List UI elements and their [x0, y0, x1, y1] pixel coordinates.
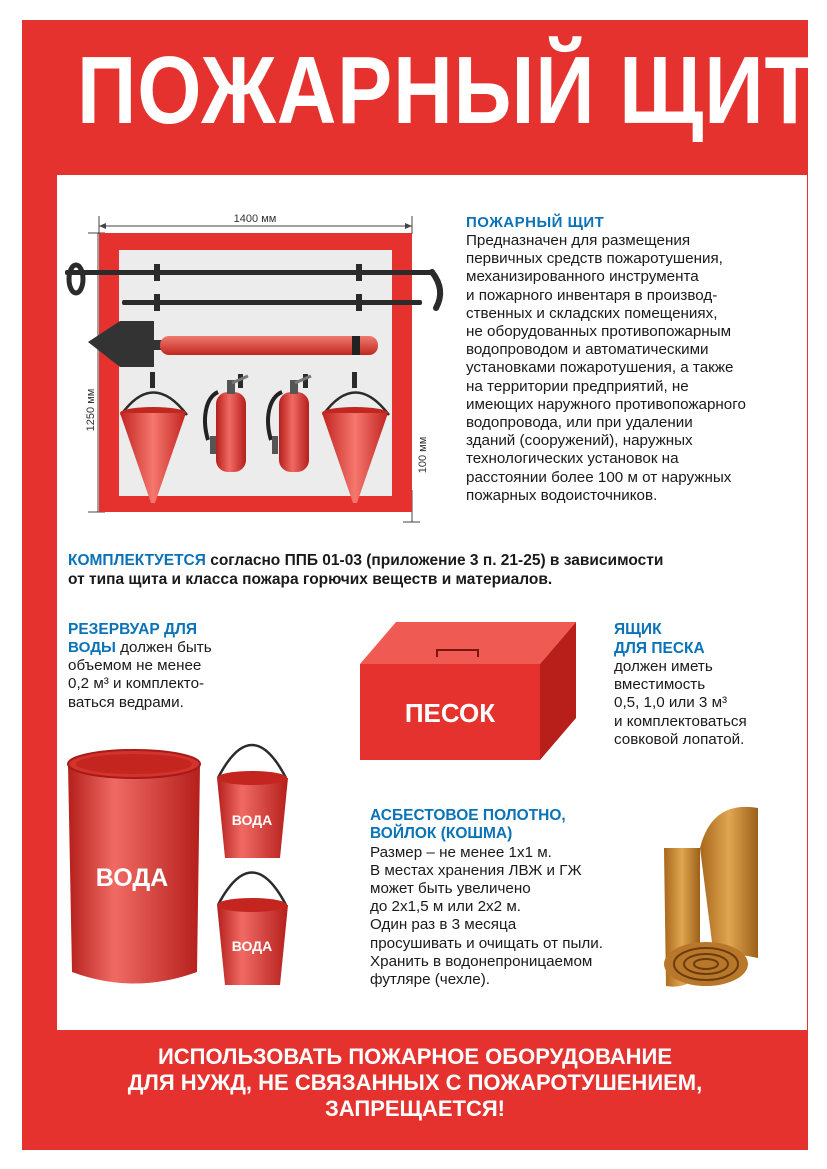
shield-description-line: расстоянии более 100 м от наружных: [466, 468, 732, 486]
reservoir-line-rest: должен быть: [115, 639, 212, 656]
shield-description-line: водопровода, или при удалении: [466, 414, 693, 432]
footer-warning: [22, 1044, 808, 1122]
sand-line: совковой лопатой.: [614, 730, 745, 748]
shield-heading: ПОЖАРНЫЙ ЩИТ: [466, 214, 605, 231]
sand-line: должен иметь: [614, 658, 713, 675]
kit-paragraph: [68, 551, 663, 589]
kit-line1: согласно ППБ 01-03 (приложение 3 п. 21-25) в зависимости: [205, 552, 664, 569]
blanket-roll-illustration: [655, 800, 775, 1000]
sand-heading-1: ЯЩИК: [614, 621, 662, 638]
shield-description-line: механизированного инструмента: [466, 268, 699, 286]
sand-heading-2: ДЛЯ ПЕСКА: [614, 640, 705, 657]
blanket-heading-1: АСБЕСТОВОЕ ПОЛОТНО,: [370, 807, 566, 824]
water-illustration: [60, 735, 300, 995]
dimension-height: 1250 мм: [85, 388, 97, 432]
fire-shield-illustration: [60, 205, 450, 535]
kit-line2: от типа щита и класса пожара горючих веществ и материалов.: [68, 571, 553, 588]
sand-section: [614, 621, 747, 749]
shield-description-line: Предназначен для размещения: [466, 232, 691, 249]
reservoir-line: ваться ведрами.: [68, 693, 184, 711]
sand-box-illustration: [355, 615, 585, 765]
footer-line: ЗАПРЕЩАЕТСЯ!: [325, 1096, 505, 1121]
reservoir-section: [68, 621, 212, 712]
reservoir-heading-1: РЕЗЕРВУАР ДЛЯ: [68, 621, 198, 638]
shield-description-line: установками пожаротушения, а также: [466, 359, 734, 377]
dimension-clearance: 100 мм: [417, 436, 429, 474]
footer-line: ИСПОЛЬЗОВАТЬ ПОЖАРНОЕ ОБОРУДОВАНИЕ: [157, 1044, 673, 1069]
sand-box-label: ПЕСОК: [404, 698, 496, 728]
blanket-line: до 2х1,5 м или 2х2 м.: [370, 898, 521, 916]
sand-line: и комплектоваться: [614, 712, 747, 730]
blanket-line: Хранить в водонепроницаемом: [370, 952, 593, 970]
blanket-line: Один раз в 3 месяца: [370, 916, 517, 934]
sand-line: вместимость: [614, 676, 706, 694]
shield-description-line: не оборудованных противопожарным: [466, 323, 732, 341]
blanket-line: футляре (чехле).: [370, 970, 491, 988]
shield-description-line: первичных средств пожаротушения,: [466, 250, 723, 268]
shield-description-line: и пожарного инвентаря в производ-: [466, 286, 718, 304]
blanket-line: В местах хранения ЛВЖ и ГЖ: [370, 861, 582, 879]
bucket1-label: ВОДА: [231, 812, 273, 828]
page-title: ПОЖАРНЫЙ ЩИТ: [77, 37, 816, 144]
sand-line: 0,5, 1,0 или 3 м³: [614, 694, 728, 712]
shield-description: [466, 232, 746, 505]
dimension-width: 1400 мм: [233, 213, 277, 225]
blanket-line: Размер – не менее 1х1 м.: [370, 843, 552, 861]
shield-description-line: зданий (сооружений), наружных: [466, 432, 693, 450]
blanket-line: может быть увеличено: [370, 879, 531, 897]
shield-description-line: ственных и складских помещениях,: [466, 304, 718, 322]
reservoir-line: объемом не менее: [68, 657, 202, 675]
reservoir-line: 0,2 м³ и комплекто-: [68, 675, 205, 693]
shield-description-line: на территории предприятий, не: [466, 377, 689, 395]
bucket2-label: ВОДА: [231, 938, 273, 954]
footer-line: ДЛЯ НУЖД, НЕ СВЯЗАННЫХ С ПОЖАРОТУШЕНИЕМ,: [127, 1070, 703, 1095]
shield-description-line: водопроводом и автоматическими: [466, 341, 709, 359]
shield-description-line: пожарных водоисточников.: [466, 486, 658, 504]
shield-description-line: технологических установок на: [466, 450, 679, 468]
blanket-heading-2: ВОЙЛОК (КОШМА): [370, 825, 513, 842]
blanket-line: просушивать и очищать от пыли.: [370, 934, 603, 952]
blanket-section: [370, 807, 603, 989]
shield-description-line: имеющих наружного противопожарного: [466, 395, 746, 413]
kit-keyword: КОМПЛЕКТУЕТСЯ: [68, 552, 206, 569]
barrel-label: ВОДА: [95, 864, 169, 892]
reservoir-heading-2: ВОДЫ: [68, 639, 116, 656]
